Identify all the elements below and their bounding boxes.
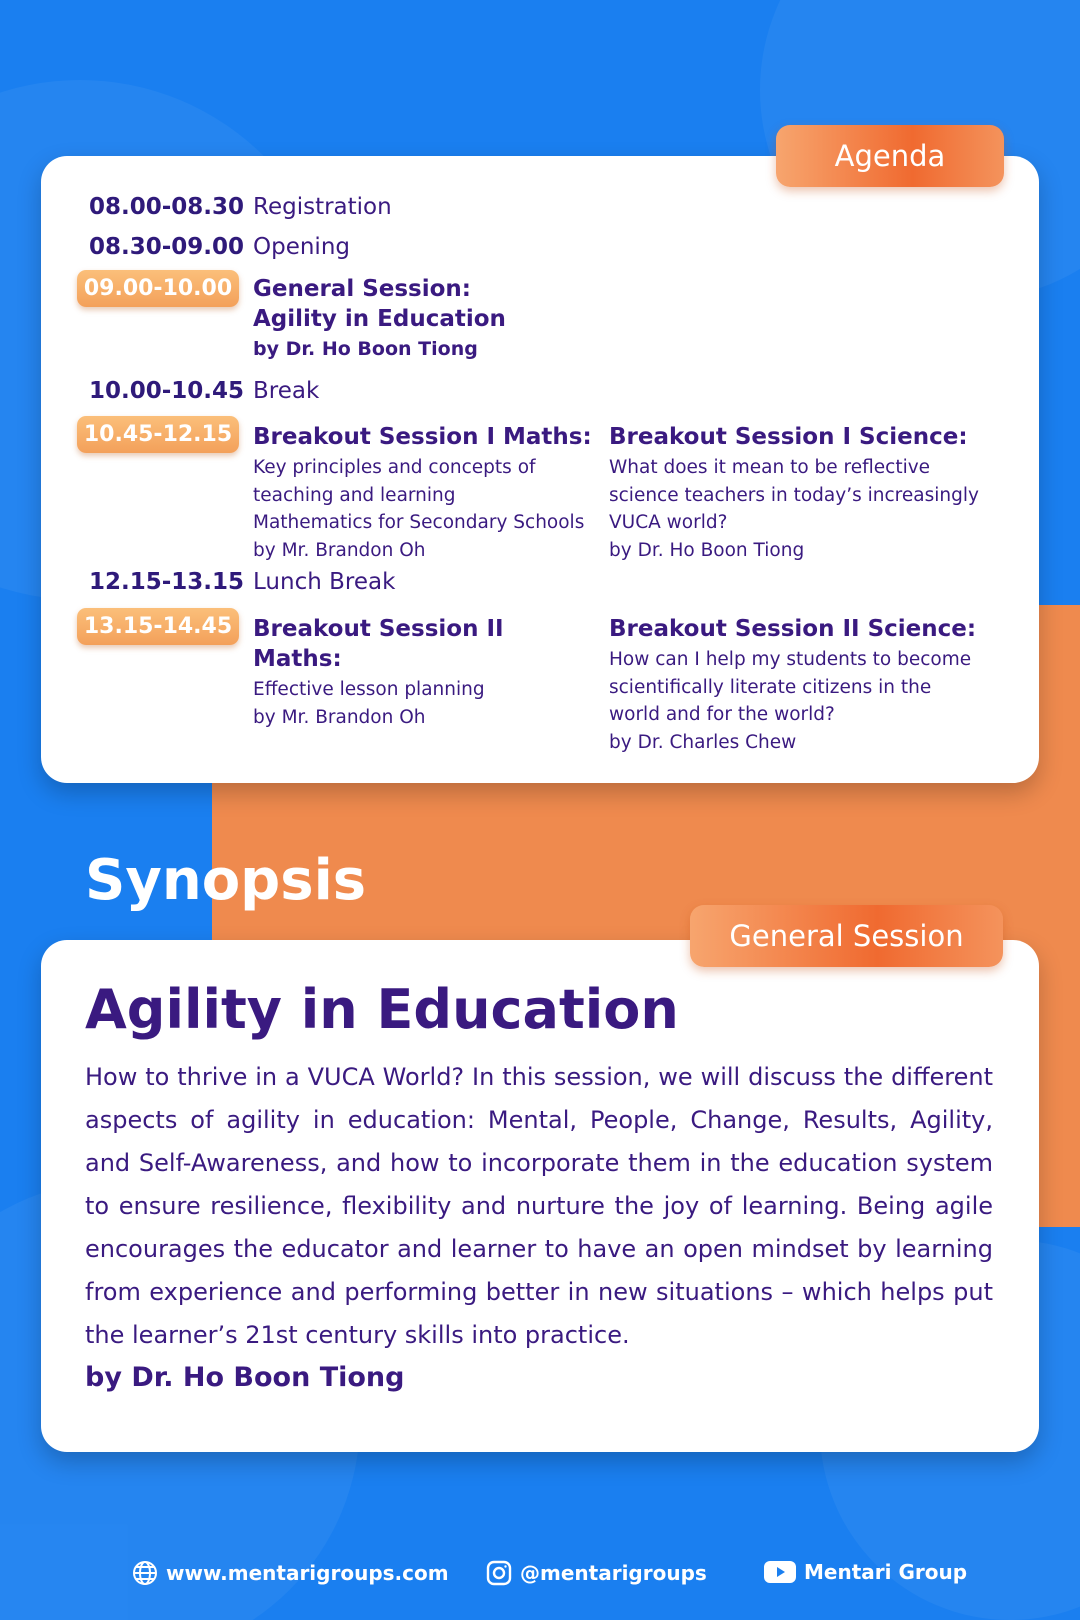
synopsis-card — [41, 940, 1039, 1452]
globe-icon — [132, 1560, 158, 1586]
description-line: world and for the world? — [609, 704, 835, 725]
session-speaker: by Dr. Charles Chew — [609, 731, 797, 753]
agenda-label: Registration — [253, 194, 392, 220]
description-line: Mathematics for Secondary Schools — [253, 512, 585, 533]
description-line: scientifically literate citizens in the — [609, 676, 932, 698]
session-title: Breakout Session II Science: — [609, 616, 977, 642]
session-speaker: by Dr. Ho Boon Tiong — [253, 338, 478, 360]
synopsis-speaker: by Dr. Ho Boon Tiong — [85, 1362, 405, 1393]
breakout-session-maths — [253, 614, 598, 731]
agenda-time: 10.00-10.45 — [89, 378, 245, 404]
agenda-tag: Agenda — [776, 125, 1004, 187]
description-line: What does it mean to be reflective — [609, 457, 931, 478]
breakout-session-science — [609, 422, 989, 564]
agenda-card — [41, 156, 1039, 783]
agenda-time: 12.15-13.15 — [89, 569, 245, 595]
session-title: Breakout Session II Maths: — [253, 616, 504, 672]
description-line: Effective lesson planning — [253, 679, 485, 700]
session-title: General Session: — [253, 276, 472, 302]
session-description — [609, 454, 989, 564]
website-text: www.mentarigroups.com — [166, 1561, 449, 1585]
agenda-time-highlight: 13.15-14.45 — [77, 608, 239, 645]
breakout-session-maths — [253, 422, 598, 564]
session-description — [253, 454, 598, 564]
instagram-link[interactable] — [486, 1560, 707, 1586]
agenda-time-highlight: 09.00-10.00 — [77, 270, 239, 307]
synopsis-heading: Synopsis — [85, 848, 367, 913]
synopsis-body: How to thrive in a VUCA World? In this session, we will discuss the different aspects of agility in education: Mental, People, Change, Results, Agility, and Self-Awareness, and how to incorporate them in the education system to ensure resilience, flexibility and nurture the joy of learning. Being agile encourages the educator and learner to have an open mindset by learning from experience and performing better in new situations – which helps put the learner’s 21st century skills into practice. — [85, 1063, 993, 1349]
agenda-label: Break — [253, 378, 320, 404]
description-line: VUCA world? — [609, 512, 728, 533]
general-session-info — [253, 274, 753, 360]
session-title: Agility in Education — [253, 306, 506, 332]
agenda-time: 08.30-09.00 — [89, 234, 245, 260]
agenda-label: Opening — [253, 234, 350, 260]
instagram-icon — [486, 1560, 512, 1586]
session-description — [253, 676, 598, 731]
agenda-label: Lunch Break — [253, 569, 396, 595]
session-speaker: by Mr. Brandon Oh — [253, 706, 426, 728]
session-description — [609, 646, 989, 756]
youtube-text: Mentari Group — [804, 1560, 968, 1584]
agenda-time-highlight: 10.45-12.15 — [77, 416, 239, 453]
agenda-time: 08.00-08.30 — [89, 194, 245, 220]
footer — [0, 1560, 1080, 1596]
description-line: science teachers in today’s increasingly — [609, 484, 979, 506]
session-speaker: by Mr. Brandon Oh — [253, 539, 426, 561]
description-line: Key principles and concepts of — [253, 457, 536, 478]
general-session-tag: General Session — [690, 905, 1003, 967]
synopsis-title: Agility in Education — [85, 978, 679, 1041]
description-line: teaching and learning — [253, 484, 456, 506]
description-line: How can I help my students to become — [609, 649, 972, 670]
session-title: Breakout Session I Science: — [609, 424, 968, 450]
breakout-session-science — [609, 614, 989, 756]
youtube-link[interactable] — [764, 1560, 967, 1584]
youtube-icon — [764, 1560, 796, 1584]
instagram-text: @mentarigroups — [520, 1561, 707, 1585]
website-link[interactable] — [132, 1560, 449, 1586]
session-speaker: by Dr. Ho Boon Tiong — [609, 539, 805, 561]
session-title: Breakout Session I Maths: — [253, 424, 592, 450]
